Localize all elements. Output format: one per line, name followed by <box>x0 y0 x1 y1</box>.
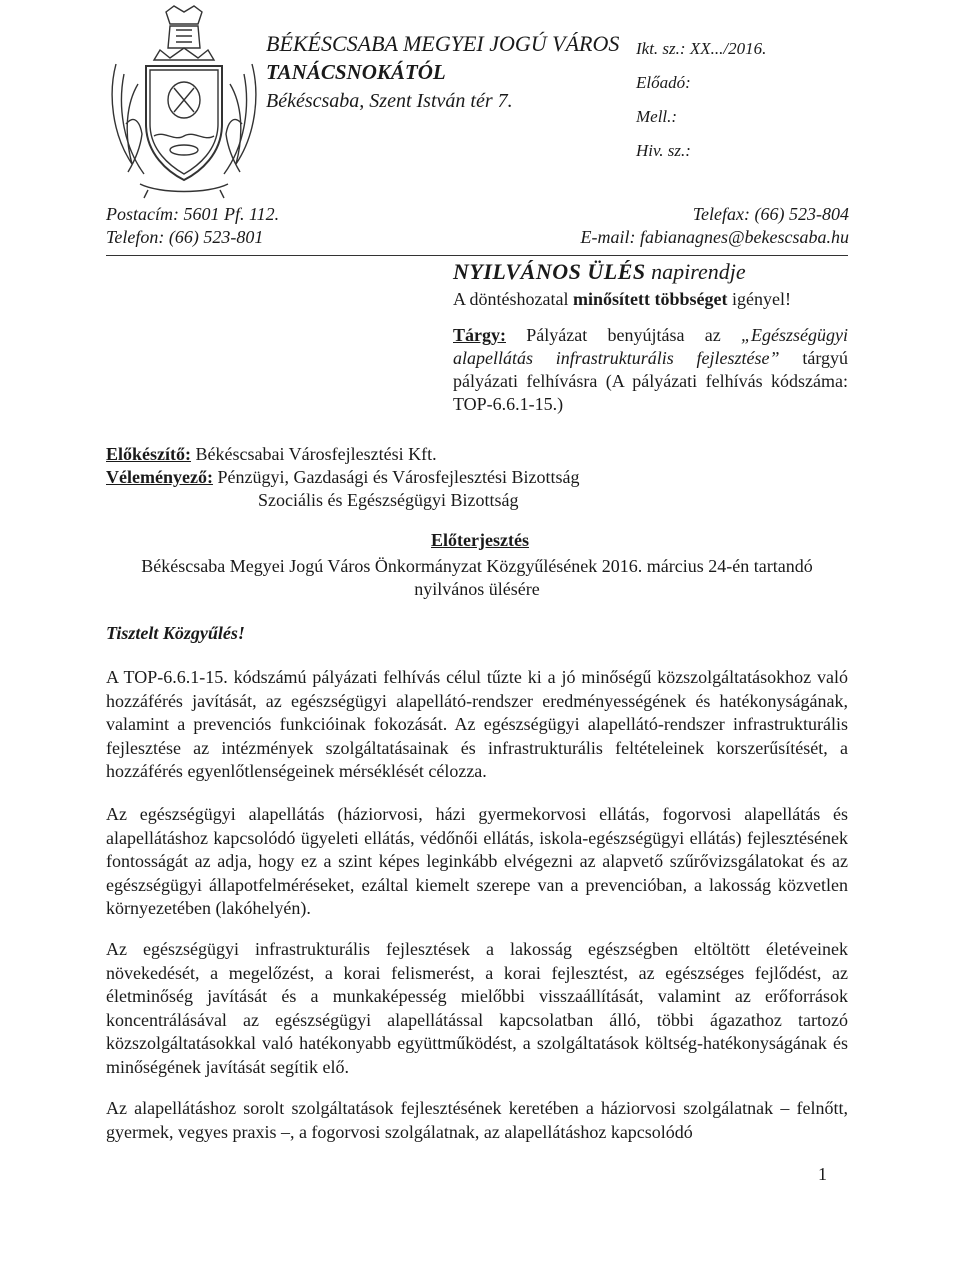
office-name: TANÁCSNOKÁTÓL <box>266 60 446 84</box>
reviewer-value-2: Szociális és Egészségügyi Bizottság <box>258 490 519 510</box>
presenter-field: Előadó: <box>636 73 691 92</box>
phone-number: Telefon: (66) 523-801 <box>106 227 264 247</box>
reviewer-label: Véleményező: <box>106 467 213 487</box>
attachment-field: Mell.: <box>636 107 678 126</box>
body-paragraph-1: A TOP-6.6.1-15. kódszámú pályázati felhívás célul tűzte ki a jó minőségű közszolgáltatásokhoz való hozzáférés javítását, az egészségügyi alapellátó-rendszer eredményességének és hatékonyságának, valamint a prevenciós funkcióinak fokozását. Az egészségügyi alapellátó-rendszer infrastrukturális fejlesztése az intézmények szolgáltatásainak és infrastrukturális feltételeinek korszerűsítését, a hozzáférés egyenlőtlenségeinek mérséklését célozza. <box>106 667 848 782</box>
subject-block <box>453 324 848 416</box>
session-type-line <box>453 258 791 286</box>
majority-pre: A döntéshozatal <box>453 289 569 309</box>
preparer-line <box>106 443 580 466</box>
proposal-subtitle: Békéscsaba Megyei Jogú Város Önkormányzat Közgyűlésének 2016. március 24-én tartandó nyilvános ülésére <box>141 556 813 599</box>
coat-of-arms-emblem <box>104 4 264 200</box>
issuer-block <box>266 30 619 115</box>
prepared-reviewed-block <box>106 443 580 512</box>
page-number: 1 <box>818 1164 827 1184</box>
contact-left <box>106 203 279 249</box>
office-address: Békéscsaba, Szent István tér 7. <box>266 90 513 112</box>
city-name: BÉKÉSCSABA MEGYEI JOGÚ VÁROS <box>266 31 620 56</box>
subject-text-post: tárgyú pályázati felhívásra (A pályázati felhívás kódszáma: TOP-6.6.1-15.) <box>453 348 848 414</box>
email-address: E-mail: fabianagnes@bekescsaba.hu <box>580 227 849 247</box>
reference-number: Ikt. sz.: XX.../2016. <box>636 39 767 58</box>
preparer-value: Békéscsabai Városfejlesztési Kft. <box>195 444 437 464</box>
header-divider <box>106 255 848 256</box>
subject-label: Tárgy: <box>453 325 506 345</box>
contact-right <box>580 203 849 249</box>
reference-block <box>636 32 766 168</box>
proposal-title: Előterjesztés <box>431 530 529 550</box>
body-paragraph-2: Az egészségügyi alapellátás (háziorvosi, házi gyermekorvosi ellátás, fogorvosi alapellátás és alapellátáshoz kapcsolódó ügyeleti ellátás, védőnői ellátás, iskola-egészségügyi ellátás) fejlesztésének fontosságát az adja, hogy ez a szint képes leginkább elvégezni az alapvető szűrővizsgálatokat és az egészségügyi állapotfelméréseket, ezáltal kiemelt szerepe van a prevencióban, a lakosság közvetlen környezetében (lakóhelyén). <box>106 804 848 919</box>
reference-id-field: Hiv. sz.: <box>636 141 691 160</box>
preparer-label: Előkészítő: <box>106 444 191 464</box>
reviewer-line <box>106 466 580 489</box>
session-block <box>453 258 791 312</box>
subject-text-italic: „Egészségügyi alapellátás infrastrukturális fejlesztése” <box>453 325 848 368</box>
body-paragraph-4: Az alapellátáshoz sorolt szolgáltatások fejlesztésének keretében a háziorvosi szolgálatnak – felnőtt, gyermek, vegyes praxis –, a fogorvosi szolgálatnak, az alapellátáshoz kapcsolódó <box>106 1098 848 1142</box>
subject-text-pre: Pályázat benyújtása az <box>526 325 721 345</box>
majority-post: igényel! <box>731 289 791 309</box>
postal-address: Postacím: 5601 Pf. 112. <box>106 204 280 224</box>
session-type: NYILVÁNOS ÜLÉS <box>453 259 646 284</box>
reviewer-value-1: Pénzügyi, Gazdasági és Városfejlesztési Bizottság <box>217 467 580 487</box>
body-paragraph-3: Az egészségügyi infrastrukturális fejlesztések a lakosság egészségben eltöltött életéveinek növekedését, a megelőzést, a korai felismerést, a korai fejlesztést, az egészséges fejlődést, az életminőség javítását és a munkaképesség mielőbbi visszaállítását, valamint az erőforrások koncentrálásával az egészségügyi alapellátással kapcsolatban álló, többi ágazathoz tartozó közszolgáltatásokkal való hatékonyabb együttműködést, a szolgáltatások költség-hatékonyságának és minőségének javítását segítik elő. <box>106 939 848 1077</box>
fax-number: Telefax: (66) 523-804 <box>692 204 849 224</box>
majority-note <box>453 286 791 312</box>
session-suffix: napirendje <box>651 259 746 284</box>
majority-bold: minősített többséget <box>572 289 728 309</box>
greeting: Tisztelt Közgyűlés! <box>106 623 245 643</box>
